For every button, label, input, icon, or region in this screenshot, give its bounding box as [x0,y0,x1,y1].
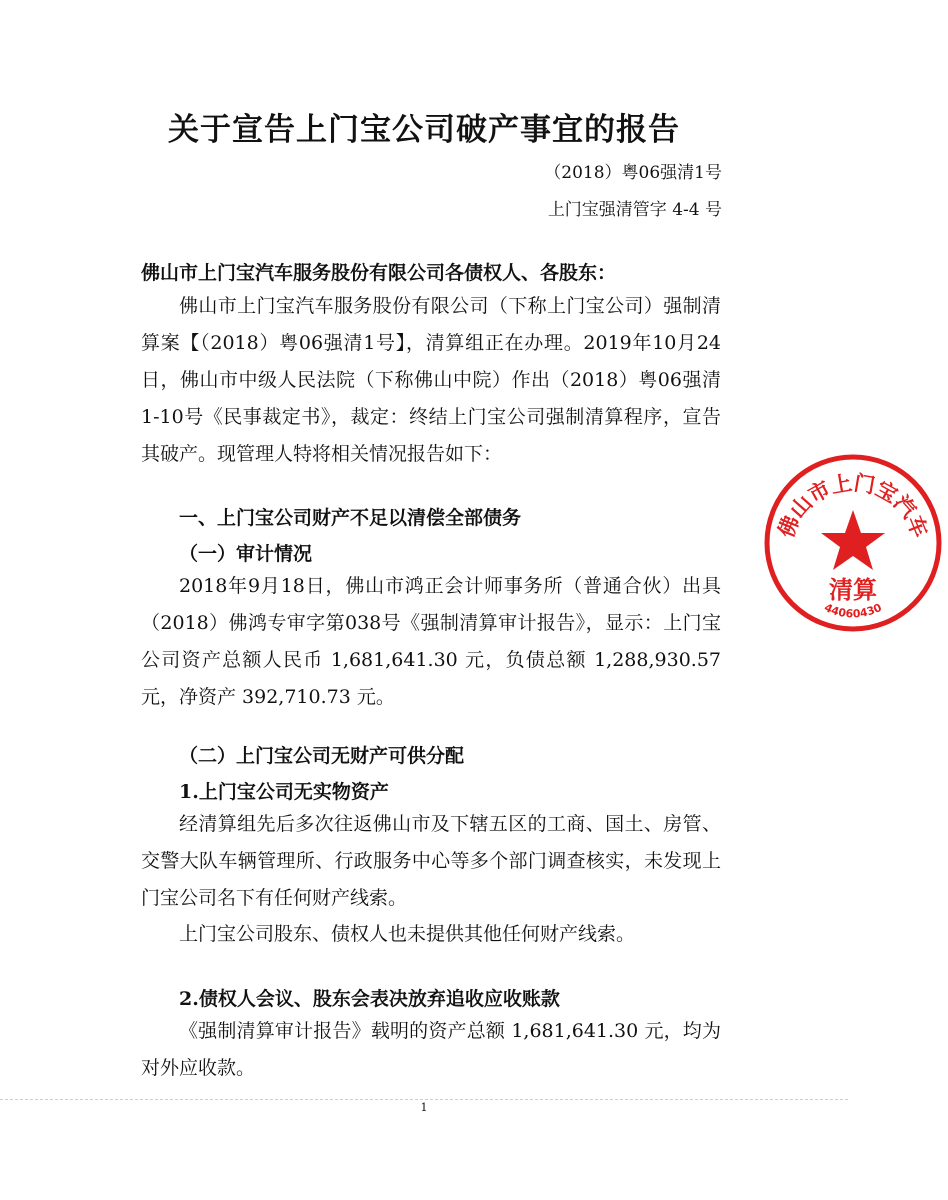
item-2-heading: 2.债权人会议、股东会表决放弃追收应收账款 [179,988,560,1010]
document-title: 关于宣告上门宝公司破产事宜的报告 [168,112,680,148]
seal-number: 44060430 [822,600,884,621]
item-1-paragraph: 经清算组先后多次往返佛山市及下辖五区的工商、国土、房管、交警大队车辆管理所、行政服务中心等多个部门调查核实，未发现上门宝公司名下有任何财产线索。 [141,813,721,909]
subsection-1-heading: （一）审计情况 [179,543,313,565]
section-1-heading: 一、上门宝公司财产不足以清偿全部债务 [179,507,522,529]
footer-divider [0,1099,848,1100]
seal-center-text: 清算 [829,576,877,604]
seal-star-icon [821,510,885,570]
item-1-heading: 1.上门宝公司无实物资产 [179,781,389,803]
document-number: 上门宝强清管字 4-4 号 [547,200,722,220]
audit-paragraph: 2018年9月18日，佛山市鸿正会计师事务所（普通合伙）出具（2018）佛鸿专审字第038号《强制清算审计报告》，显示：上门宝公司资产总额人民币 1,681,641.30 元，负债总额 1,288,930.57 元，净资产 392,710.73 元。 [141,575,721,708]
item-1-paragraph-2: 上门宝公司股东、债权人也未提供其他任何财产线索。 [179,923,636,945]
official-seal [758,448,948,638]
salutation: 佛山市上门宝汽车服务股份有限公司各债权人、各股东： [141,262,617,284]
intro-paragraph: 佛山市上门宝汽车服务股份有限公司（下称上门宝公司）强制清算案【（2018）粤06强清1号】，清算组正在办理。2019年10月24日，佛山市中级人民法院（下称佛山中院）作出（2018）粤06强清1-10号《民事裁定书》，裁定：终结上门宝公司强制清算程序，宣告其破产。现管理人特将相关情况报告如下： [141,295,721,465]
seal-arc-text: 佛山市上门宝汽车 [773,470,933,541]
page-number: 1 [420,1101,428,1114]
case-number: （2018）粤06强清1号 [544,163,722,183]
subsection-2-heading: （二）上门宝公司无财产可供分配 [179,745,465,767]
item-2-paragraph: 《强制清算审计报告》载明的资产总额 1,681,641.30 元，均为对外应收款。 [141,1020,721,1079]
